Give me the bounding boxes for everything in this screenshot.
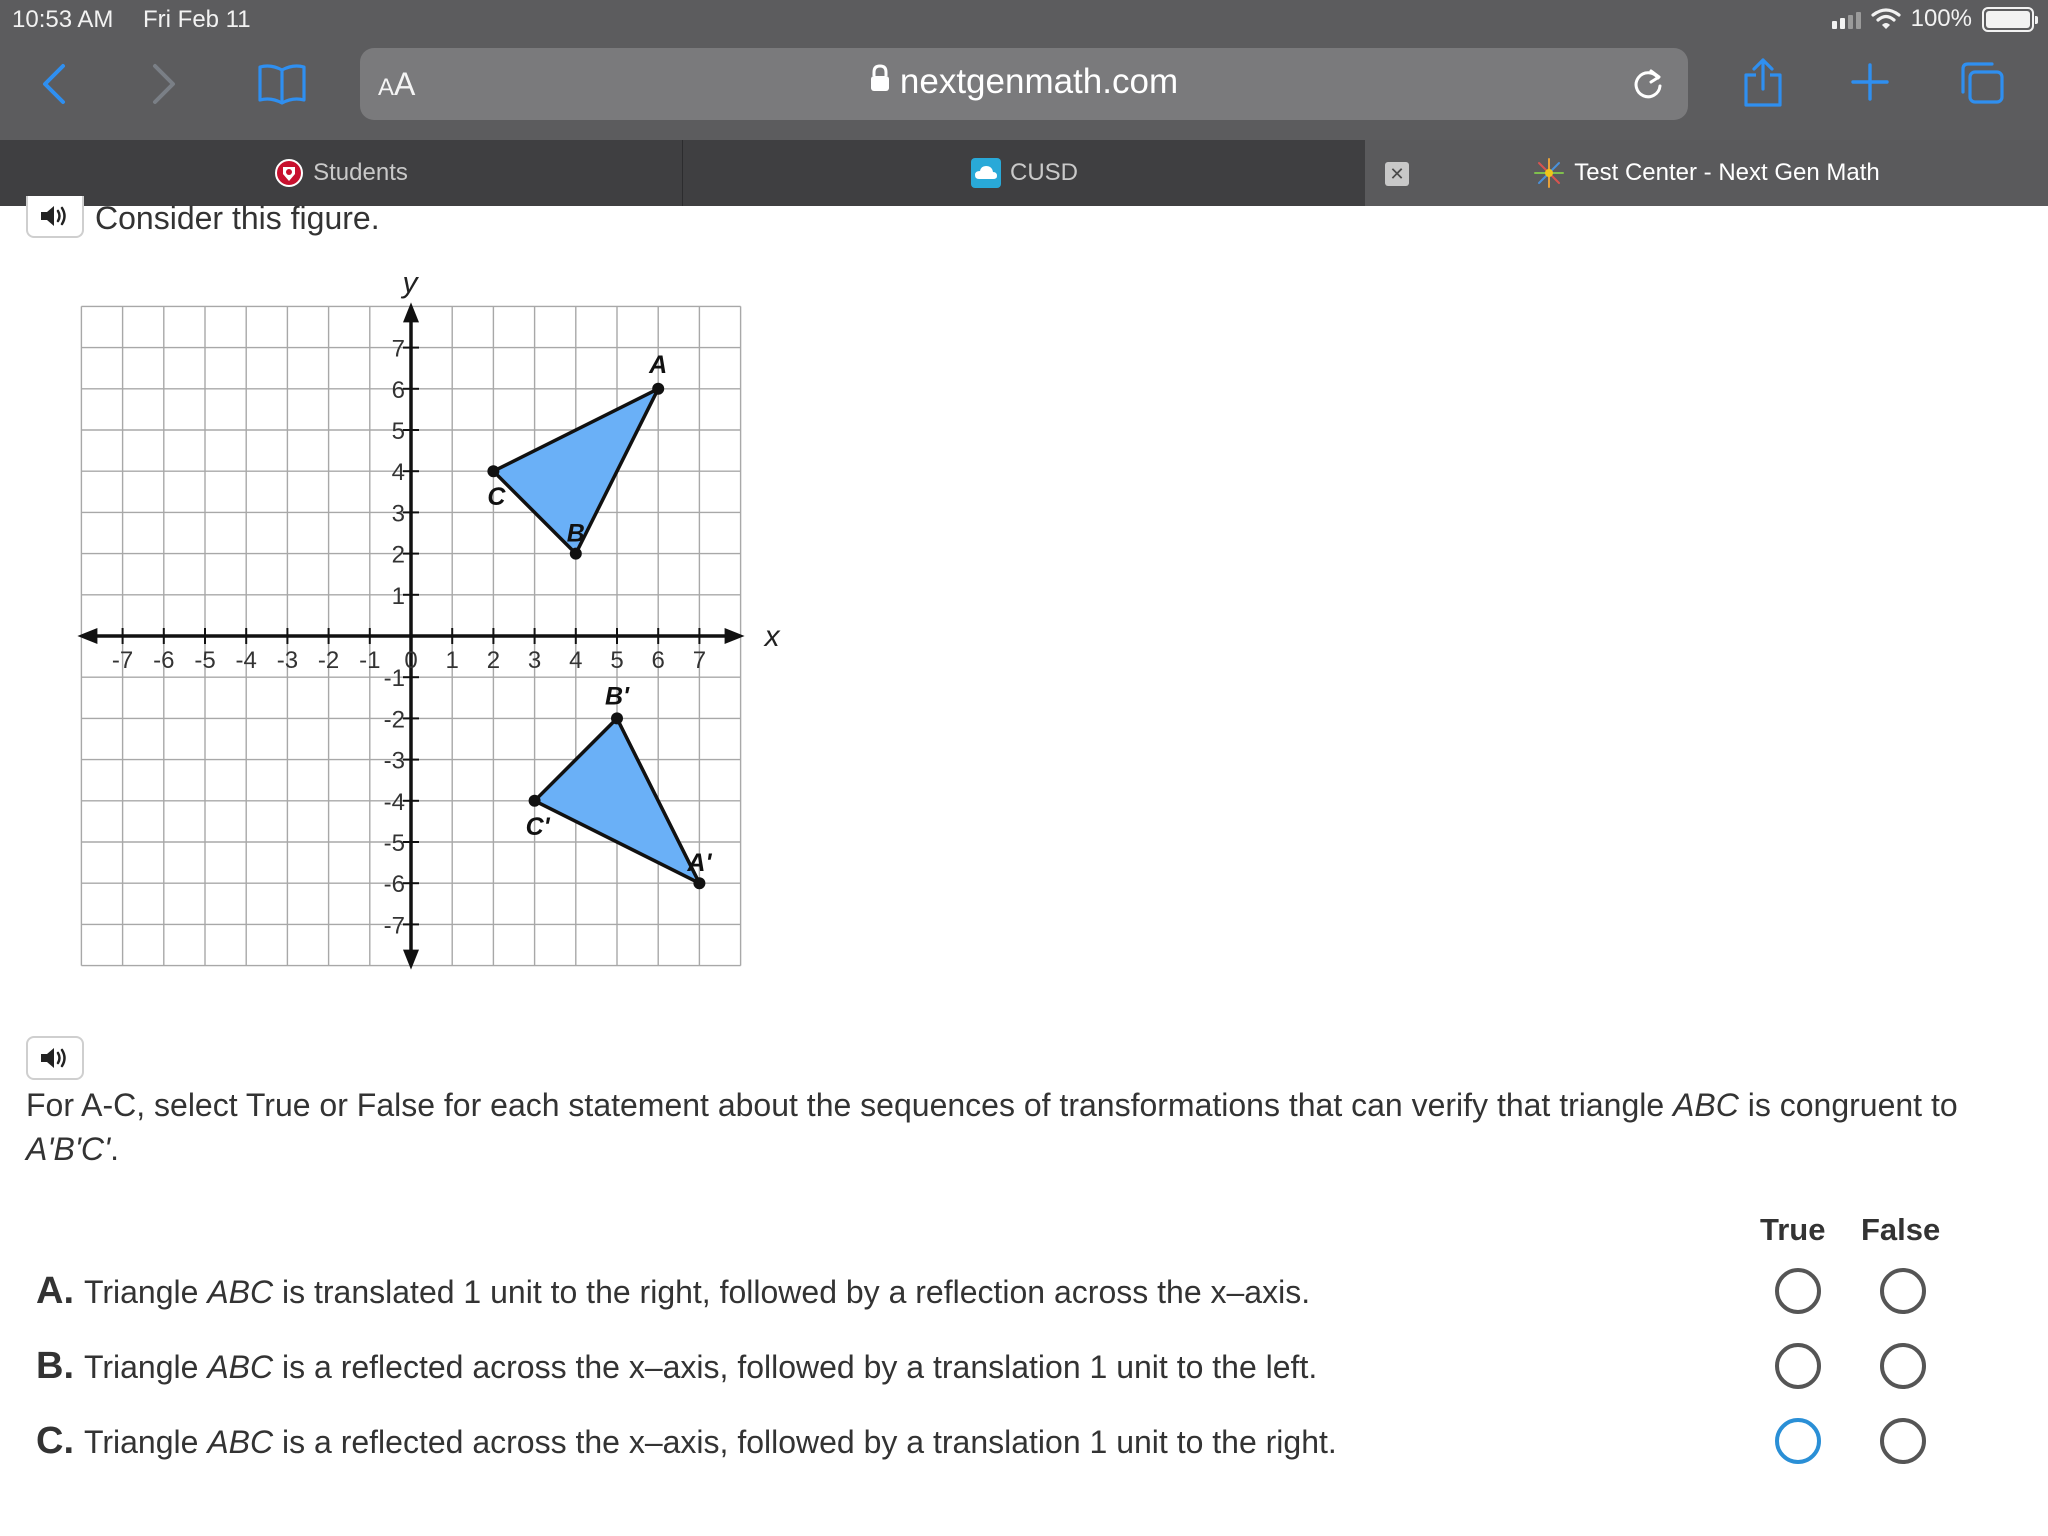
instructions-part: . bbox=[110, 1131, 120, 1167]
tab-students[interactable] bbox=[0, 140, 683, 206]
speaker-icon bbox=[39, 204, 71, 228]
statement-letter: A. bbox=[36, 1270, 74, 1312]
statement-letter: B. bbox=[36, 1345, 74, 1387]
y-axis-arrow-up bbox=[403, 302, 419, 322]
vertex-point bbox=[693, 877, 705, 889]
instructions-part: For A-C, select True or False for each statement about the sequences of transformations that can verify that triangle bbox=[26, 1087, 1674, 1123]
reader-label-large: A bbox=[394, 66, 416, 102]
y-tick-label: 5 bbox=[391, 418, 405, 445]
reader-label-small: A bbox=[378, 74, 395, 101]
x-tick-label: 4 bbox=[569, 647, 583, 674]
statement-c bbox=[36, 1420, 1337, 1463]
statement-text: Triangle bbox=[84, 1349, 208, 1385]
radio-a-true[interactable] bbox=[1775, 1268, 1821, 1314]
speaker-icon bbox=[39, 1046, 71, 1070]
vertex-label: B' bbox=[605, 682, 629, 711]
bookmarks-book-icon[interactable] bbox=[256, 60, 308, 108]
y-tick-label: -4 bbox=[383, 788, 405, 816]
true-column-header: True bbox=[1760, 1212, 1826, 1247]
statement-text: is translated 1 unit to the right, followed by a reflection across the x–axis. bbox=[273, 1274, 1311, 1310]
statement-triangle: ABC bbox=[207, 1424, 274, 1460]
statement-triangle: ABC bbox=[207, 1349, 274, 1385]
y-tick-label: -5 bbox=[383, 830, 405, 857]
x-axis-label: x bbox=[764, 620, 780, 653]
x-tick-label: 5 bbox=[610, 647, 624, 674]
radio-b-false[interactable] bbox=[1880, 1343, 1926, 1389]
battery-percentage: 100% bbox=[1910, 5, 1972, 32]
cusd-cloud-icon bbox=[971, 158, 1001, 188]
x-tick-label: -7 bbox=[111, 647, 134, 674]
x-tick-label: -5 bbox=[194, 647, 216, 674]
y-tick-label: 6 bbox=[391, 376, 405, 404]
y-tick-label: -1 bbox=[383, 665, 405, 693]
y-tick-label: -6 bbox=[383, 871, 405, 899]
instructions-triangle-image: A'B'C' bbox=[26, 1131, 111, 1167]
nextgenmath-burst-icon bbox=[1533, 157, 1565, 189]
y-axis-arrow-down bbox=[403, 950, 419, 970]
status-bar bbox=[0, 0, 2048, 40]
tab-label: CUSD bbox=[1009, 159, 1078, 186]
question-prompt: Consider this figure. bbox=[95, 200, 380, 236]
tab-label: Students bbox=[313, 159, 408, 186]
x-tick-label: -4 bbox=[235, 647, 257, 674]
share-icon[interactable] bbox=[1738, 56, 1788, 110]
x-tick-label: 3 bbox=[527, 647, 542, 674]
y-tick-label: 2 bbox=[391, 541, 405, 569]
y-axis-label: y bbox=[402, 266, 418, 300]
y-tick-label: -3 bbox=[383, 747, 405, 775]
browser-chrome bbox=[0, 0, 2048, 140]
y-tick-label: 3 bbox=[391, 500, 405, 528]
radio-c-true[interactable] bbox=[1775, 1418, 1821, 1464]
forward-chevron-icon[interactable] bbox=[146, 62, 182, 106]
read-aloud-button[interactable] bbox=[26, 1036, 84, 1080]
status-date: Fri Feb 11 bbox=[143, 6, 251, 33]
y-tick-label: 7 bbox=[391, 335, 405, 363]
x-tick-label: -6 bbox=[153, 647, 175, 674]
vertex-label: C bbox=[487, 483, 506, 512]
battery-icon bbox=[1982, 7, 2034, 32]
vertex-point bbox=[529, 795, 541, 807]
x-tick-label: 7 bbox=[692, 647, 707, 674]
x-tick-label: -3 bbox=[276, 647, 299, 674]
statement-text: is a reflected across the x–axis, followed by a translation 1 unit to the left. bbox=[273, 1349, 1318, 1385]
vertex-point bbox=[487, 465, 499, 477]
x-axis-arrow-right bbox=[725, 628, 745, 644]
tab-test-center[interactable] bbox=[1365, 140, 2048, 206]
instructions-triangle-abc: ABC bbox=[1673, 1087, 1739, 1123]
url-display[interactable] bbox=[360, 62, 1688, 102]
x-tick-label: 2 bbox=[486, 647, 501, 674]
vertex-point bbox=[611, 712, 623, 724]
radio-b-true[interactable] bbox=[1775, 1343, 1821, 1389]
statement-text: Triangle bbox=[84, 1424, 208, 1460]
x-tick-label: 1 bbox=[445, 647, 459, 674]
vertex-point bbox=[570, 548, 582, 560]
statement-text: Triangle bbox=[84, 1274, 208, 1310]
radio-a-false[interactable] bbox=[1880, 1268, 1926, 1314]
status-indicators bbox=[1832, 5, 2034, 33]
back-chevron-icon[interactable] bbox=[36, 62, 72, 106]
status-time: 10:53 AM bbox=[12, 6, 114, 33]
cellular-signal-icon bbox=[1832, 9, 1861, 29]
y-tick-label: 1 bbox=[391, 582, 405, 610]
vertex-label: B bbox=[566, 519, 585, 548]
reload-icon[interactable] bbox=[1626, 62, 1670, 106]
tabs-overview-icon[interactable] bbox=[1956, 58, 2008, 108]
coordinate-plane-figure bbox=[0, 260, 800, 980]
statement-a bbox=[36, 1270, 1310, 1313]
address-bar[interactable] bbox=[360, 48, 1688, 120]
close-tab-icon[interactable]: ✕ bbox=[1385, 162, 1409, 186]
tab-cusd[interactable] bbox=[684, 140, 1365, 206]
statement-triangle: ABC bbox=[207, 1274, 274, 1310]
tab-bar bbox=[0, 140, 2048, 206]
instructions-text bbox=[26, 1083, 2016, 1171]
x-tick-label: 6 bbox=[651, 647, 665, 674]
x-tick-label: -2 bbox=[317, 647, 340, 674]
tab-label: Test Center - Next Gen Math bbox=[1574, 159, 1880, 186]
url-text: nextgenmath.com bbox=[899, 62, 1179, 101]
instructions-part: is congruent to bbox=[1738, 1087, 1958, 1123]
x-tick-label: 0 bbox=[404, 647, 418, 674]
wifi-icon bbox=[1871, 7, 1901, 31]
y-tick-label: -7 bbox=[383, 912, 405, 940]
statement-text: is a reflected across the x–axis, followed by a translation 1 unit to the right. bbox=[273, 1424, 1337, 1460]
x-tick-label: -1 bbox=[359, 647, 381, 674]
y-tick-label: -2 bbox=[383, 706, 405, 734]
students-shield-icon bbox=[274, 158, 304, 188]
vertex-label: A' bbox=[687, 849, 712, 878]
false-column-header: False bbox=[1861, 1212, 1941, 1247]
lock-icon bbox=[870, 61, 890, 101]
x-axis-arrow-left bbox=[77, 628, 97, 644]
read-aloud-button[interactable] bbox=[26, 196, 84, 238]
statement-letter: C. bbox=[36, 1420, 74, 1462]
vertex-label: A bbox=[649, 350, 668, 379]
radio-c-false[interactable] bbox=[1880, 1418, 1926, 1464]
statement-b bbox=[36, 1345, 1317, 1388]
y-tick-label: 4 bbox=[391, 459, 405, 487]
new-tab-plus-icon[interactable] bbox=[1848, 60, 1892, 104]
vertex-label: C' bbox=[525, 812, 550, 841]
vertex-point bbox=[652, 383, 664, 395]
